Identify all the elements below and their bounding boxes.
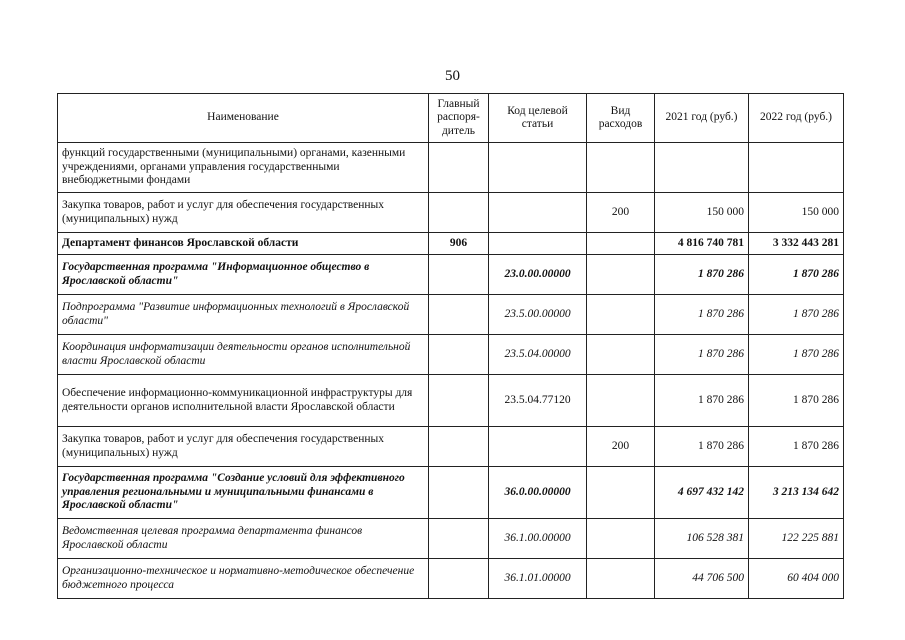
cell-2021: 106 528 381 xyxy=(655,519,749,559)
cell-expense-type xyxy=(587,233,655,255)
header-2021: 2021 год (руб.) xyxy=(655,94,749,143)
table-row xyxy=(58,519,844,559)
cell-expense-type xyxy=(587,295,655,335)
cell-2022: 3 213 134 642 xyxy=(749,467,844,519)
cell-expense-type xyxy=(587,255,655,295)
cell-2021: 1 870 286 xyxy=(655,335,749,375)
cell-expense-type xyxy=(587,375,655,427)
cell-2022 xyxy=(749,143,844,193)
header-row xyxy=(58,94,844,143)
cell-name: Департамент финансов Ярославской области xyxy=(58,233,429,255)
cell-name: Подпрограмма "Развитие информационных технологий в Ярославской области" xyxy=(58,295,429,335)
table-row xyxy=(58,255,844,295)
cell-grbs xyxy=(429,559,489,599)
table-body xyxy=(58,143,844,599)
cell-2021: 1 870 286 xyxy=(655,255,749,295)
cell-2021: 150 000 xyxy=(655,193,749,233)
cell-2022: 60 404 000 xyxy=(749,559,844,599)
cell-2021: 1 870 286 xyxy=(655,375,749,427)
table-row xyxy=(58,193,844,233)
table-row xyxy=(58,143,844,193)
cell-target-code: 23.5.04.77120 xyxy=(489,375,587,427)
cell-grbs xyxy=(429,295,489,335)
cell-2022: 122 225 881 xyxy=(749,519,844,559)
cell-expense-type: 200 xyxy=(587,427,655,467)
cell-expense-type xyxy=(587,335,655,375)
cell-name: функций государственными (муниципальными) органами, казенными учреждениями, органами управления государственными внебюджетными фондами xyxy=(58,143,429,193)
budget-table xyxy=(57,93,844,599)
table-row xyxy=(58,335,844,375)
cell-2022: 1 870 286 xyxy=(749,427,844,467)
cell-2022: 1 870 286 xyxy=(749,255,844,295)
cell-2021: 1 870 286 xyxy=(655,427,749,467)
cell-grbs xyxy=(429,255,489,295)
cell-grbs xyxy=(429,467,489,519)
cell-name: Организационно-техническое и нормативно-методическое обеспечение бюджетного процесса xyxy=(58,559,429,599)
cell-grbs xyxy=(429,375,489,427)
cell-name: Закупка товаров, работ и услуг для обеспечения государственных (муниципальных) нужд xyxy=(58,193,429,233)
cell-target-code xyxy=(489,233,587,255)
table-row xyxy=(58,467,844,519)
table-row xyxy=(58,233,844,255)
page-number: 50 xyxy=(445,68,460,84)
cell-grbs: 906 xyxy=(429,233,489,255)
cell-name: Закупка товаров, работ и услуг для обеспечения государственных (муниципальных) нужд xyxy=(58,427,429,467)
cell-2021: 4 697 432 142 xyxy=(655,467,749,519)
cell-name: Ведомственная целевая программа департамента финансов Ярославской области xyxy=(58,519,429,559)
cell-target-code: 36.1.00.00000 xyxy=(489,519,587,559)
cell-target-code xyxy=(489,193,587,233)
cell-name: Государственная программа "Создание условий для эффективного управления региональными и муниципальными финансами в Ярославской области" xyxy=(58,467,429,519)
header-name: Наименование xyxy=(58,94,429,143)
cell-2022: 1 870 286 xyxy=(749,375,844,427)
cell-target-code: 23.5.00.00000 xyxy=(489,295,587,335)
cell-target-code: 36.0.00.00000 xyxy=(489,467,587,519)
cell-expense-type: 200 xyxy=(587,193,655,233)
cell-target-code: 36.1.01.00000 xyxy=(489,559,587,599)
cell-2022: 1 870 286 xyxy=(749,335,844,375)
header-vr: Вид расходов xyxy=(587,94,655,143)
cell-grbs xyxy=(429,519,489,559)
cell-expense-type xyxy=(587,519,655,559)
table-row xyxy=(58,559,844,599)
cell-2022: 3 332 443 281 xyxy=(749,233,844,255)
cell-target-code: 23.5.04.00000 xyxy=(489,335,587,375)
cell-target-code: 23.0.00.00000 xyxy=(489,255,587,295)
cell-expense-type xyxy=(587,467,655,519)
cell-grbs xyxy=(429,427,489,467)
table-header xyxy=(58,94,844,143)
table-row xyxy=(58,427,844,467)
cell-expense-type xyxy=(587,143,655,193)
header-2022: 2022 год (руб.) xyxy=(749,94,844,143)
table-row xyxy=(58,295,844,335)
cell-2021 xyxy=(655,143,749,193)
cell-2021: 4 816 740 781 xyxy=(655,233,749,255)
table-row xyxy=(58,375,844,427)
cell-grbs xyxy=(429,335,489,375)
header-csr: Код целевой статьи xyxy=(489,94,587,143)
cell-2022: 1 870 286 xyxy=(749,295,844,335)
cell-name: Государственная программа "Информационное общество в Ярославской области" xyxy=(58,255,429,295)
cell-target-code xyxy=(489,143,587,193)
cell-grbs xyxy=(429,143,489,193)
cell-name: Обеспечение информационно-коммуникационной инфраструктуры для деятельности органов исполнительной власти Ярославской области xyxy=(58,375,429,427)
header-grbs: Главный распоря-дитель xyxy=(429,94,489,143)
cell-expense-type xyxy=(587,559,655,599)
cell-2021: 1 870 286 xyxy=(655,295,749,335)
cell-grbs xyxy=(429,193,489,233)
cell-2022: 150 000 xyxy=(749,193,844,233)
cell-name: Координация информатизации деятельности органов исполнительной власти Ярославской области xyxy=(58,335,429,375)
cell-target-code xyxy=(489,427,587,467)
cell-2021: 44 706 500 xyxy=(655,559,749,599)
